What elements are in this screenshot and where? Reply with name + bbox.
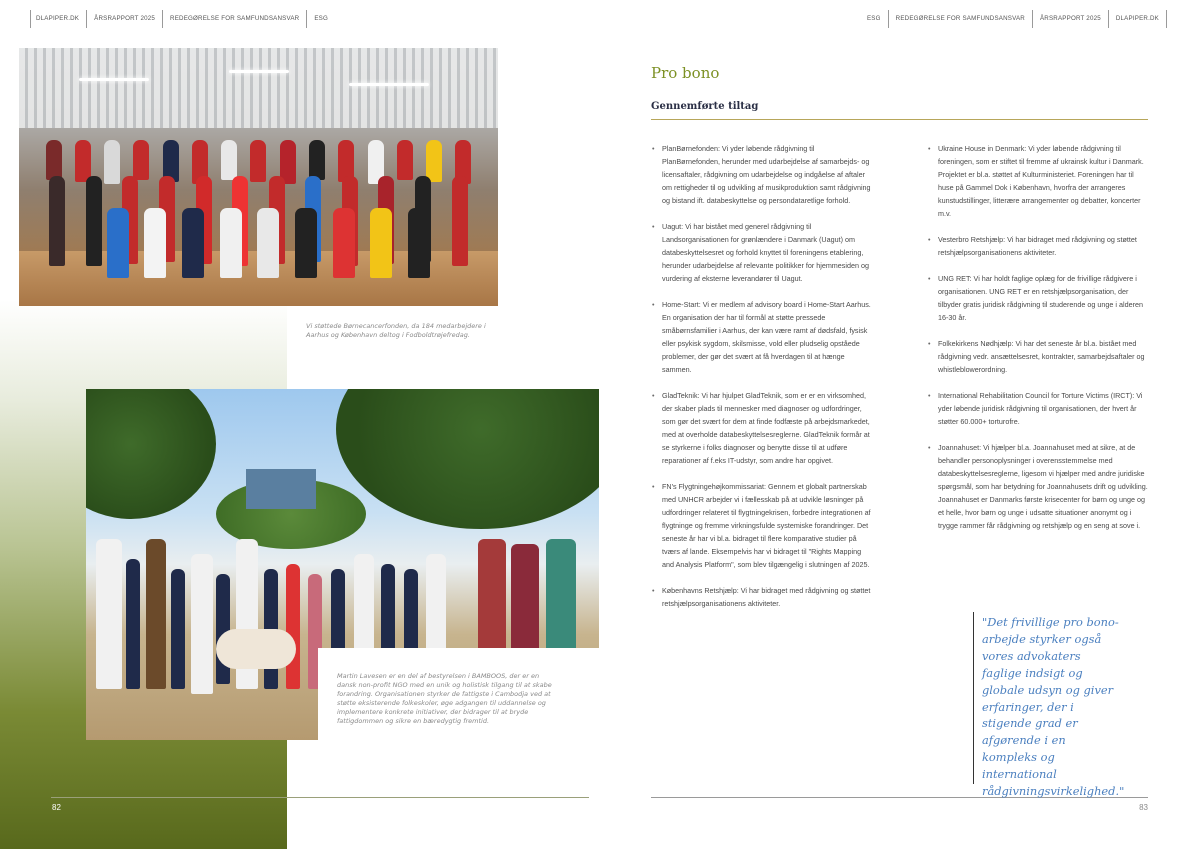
- page-number-left: 82: [52, 803, 61, 812]
- nav-link-annual-report[interactable]: ÅRSRAPPORT 2025: [1033, 10, 1109, 28]
- list-item: • Joannahuset: Vi hjælper bl.a. Joannahuset med at sikre, at de behandler personoplysninger i overensstemmelse med databeskyttelsesreglerne, ligesom vi hjælper med andre juridiske spørgsmål, som har betydning for Joannahusets drift og udvikling. Joannahuset er Danmarks første krisecenter for børn og unge og et helle, hvor børn og unge i udsatte situationer anonymt og i trygge rammer får rådgivning og retshjælp og en seng at sove i.: [928, 441, 1150, 532]
- nav-link-esg[interactable]: ESG: [314, 15, 329, 22]
- photo-lamp: [349, 83, 429, 86]
- nav-link-site[interactable]: DLAPIPER.DK: [1109, 10, 1167, 28]
- list-item: • FN's Flygtningehøjkommissariat: Gennem et globalt partnerskab med UNHCR arbejder vi i fællesskab på at udvikle løsninger på udfordringer relateret til flygtningekrisen, forbedre integrationen af flygtninge og fremme virkningsfulde systemiske forandringer. Det seneste år har vi bl.a. bidraget til flere komparative studier på tværs af lande. Eksempelvis har vi bidraget til "Rights Mapping and Analysis Platform", som blev tilgængelig i slutningen af 2025.: [652, 480, 874, 571]
- list-item: • Uagut: Vi har bistået med generel rådgivning til Landsorganisationen for grønlændere i Danmark (Uagut) om databeskyttelsesret og forhold knyttet til foreningens etablering, herunder udarbejdelse af relevante politikker for hjemmesiden og vurdering af eksterne leverandører til Uagut.: [652, 220, 874, 285]
- nav-link-annual-report[interactable]: ÅRSRAPPORT 2025: [87, 10, 163, 28]
- photo-crowd-front: [99, 208, 438, 278]
- nav-link-csr-statement[interactable]: REDEGØRELSE FOR SAMFUNDSANSVAR: [163, 10, 307, 28]
- list-item: • Københavns Retshjælp: Vi har bidraget med rådgivning og støttet retshjælpsorganisationens aktiviteter.: [652, 584, 874, 610]
- nav-link-csr-statement[interactable]: REDEGØRELSE FOR SAMFUNDSANSVAR: [889, 10, 1033, 28]
- photo-tree: [336, 389, 599, 529]
- photo-ceiling: [19, 48, 498, 128]
- photo-lamp: [229, 70, 289, 73]
- header-nav-right: [862, 10, 1167, 28]
- page-number-right: 83: [1139, 803, 1148, 812]
- photo-tree: [86, 389, 216, 519]
- footer-rule-left: [51, 797, 589, 798]
- initiatives-column-right: [928, 142, 1150, 545]
- pull-quote: "Det frivillige pro bono-arbejde styrker også vores advokaters faglige indsigt og globale udsyn og giver erfaringer, der i stigende grad er afgørende i en kompleks og international rådgivningsvirkelighed.": [982, 615, 1125, 799]
- list-item: • International Rehabilitation Council for Torture Victims (IRCT): Vi yder løbende juridisk rådgivning til organisationen, der hvert år støtter 60.000+ torturofre.: [928, 389, 1150, 428]
- group-photo-office: [19, 48, 498, 306]
- subtitle-divider: [651, 119, 1148, 120]
- photo-dog: [216, 629, 296, 669]
- photo1-caption: Vi støttede Børnecancerfonden, da 184 medarbejdere i Aarhus og København deltog i Fodboldtrøjefredag.: [306, 322, 486, 339]
- page-title: Pro bono: [651, 64, 720, 82]
- nav-link-esg[interactable]: ESG: [862, 10, 889, 28]
- quote-bar: [973, 612, 974, 784]
- list-item: • Ukraine House in Denmark: Vi yder løbende rådgivning til foreningen, som er stiftet til fremme af ukrainsk kultur i Danmark. Projektet er bl.a. støttet af Kulturministeriet. Foreningen har til huse på Gammel Dok i København, hvorfra der arrangeres kunstudstillinger, litterære arrangementer og debatter, koncerter m.v.: [928, 142, 1150, 220]
- list-item: • UNG RET: Vi har holdt faglige oplæg for de frivillige rådgivere i organisationen. UNG RET er en retshjælpsorganisation, der tilbyder gratis juridisk rådgivning til studerende og unge i alderen 16-30 år.: [928, 272, 1150, 324]
- initiatives-column-left: [652, 142, 874, 623]
- section-subtitle: Gennemførte tiltag: [651, 101, 759, 112]
- photo-building: [246, 469, 316, 509]
- nav-link-site[interactable]: DLAPIPER.DK: [30, 10, 87, 28]
- photo2-caption: Martin Lavesen er en del af bestyrelsen i BAMBOOS, der er en dansk non-profit NGO med en unik og holistisk tilgang til at skabe forandring. Organisationen styrker de fattigste i Cambodja ved at støtte eksisterende folkeskoler, øge adgangen til uddannelse og implementere konkrete initiativer, der bidrager til at bryde fattigdommen og sikre en bæredygtig fremtid.: [337, 672, 552, 725]
- list-item: • Home-Start: Vi er medlem af advisory board i Home-Start Aarhus. En organisation der har til formål at støtte pressede småbørnsfamilier i Aarhus, der kan være ramt af dødsfald, fysisk eller psykisk sygdom, skilsmisse, vold eller pludselig opståede problemer, der gør det svært at få hverdagen til at hænge sammen.: [652, 298, 874, 376]
- list-item: • Folkekirkens Nødhjælp: Vi har det seneste år bl.a. bistået med rådgivning vedr. ansættelsesret, kontrakter, samarbejdsaftaler og whistleblowerordning.: [928, 337, 1150, 376]
- header-nav-left: [30, 10, 335, 28]
- list-item: • PlanBørnefonden: Vi yder løbende rådgivning til PlanBørnefonden, herunder med udarbejdelse af samarbejds- og licensaftaler, rådgivning om udarbejdelse og indgåelse af aftaler om rettigheder til og udvikling af musikproduktion samt rådgivning og bistand ift. databeskyttelse og persondataretlige forhold.: [652, 142, 874, 207]
- photo-lamp: [79, 78, 149, 81]
- list-item: • GladTeknik: Vi har hjulpet GladTeknik, som er er en virksomhed, der skaber plads til mennesker med diagnoser og udfordringer, som gør det svært for dem at finde fodfæste på arbejdsmarkedet, med at overholde databeskyttelsesreglerne. GladTeknik formår at se styrkerne i folks diagnoser og benytte disse til at udføre reparationer af f.eks IT-udstyr, som andre har opgivet.: [652, 389, 874, 467]
- list-item: • Vesterbro Retshjælp: Vi har bidraget med rådgivning og støttet retshjælpsorganisationens aktiviteter.: [928, 233, 1150, 259]
